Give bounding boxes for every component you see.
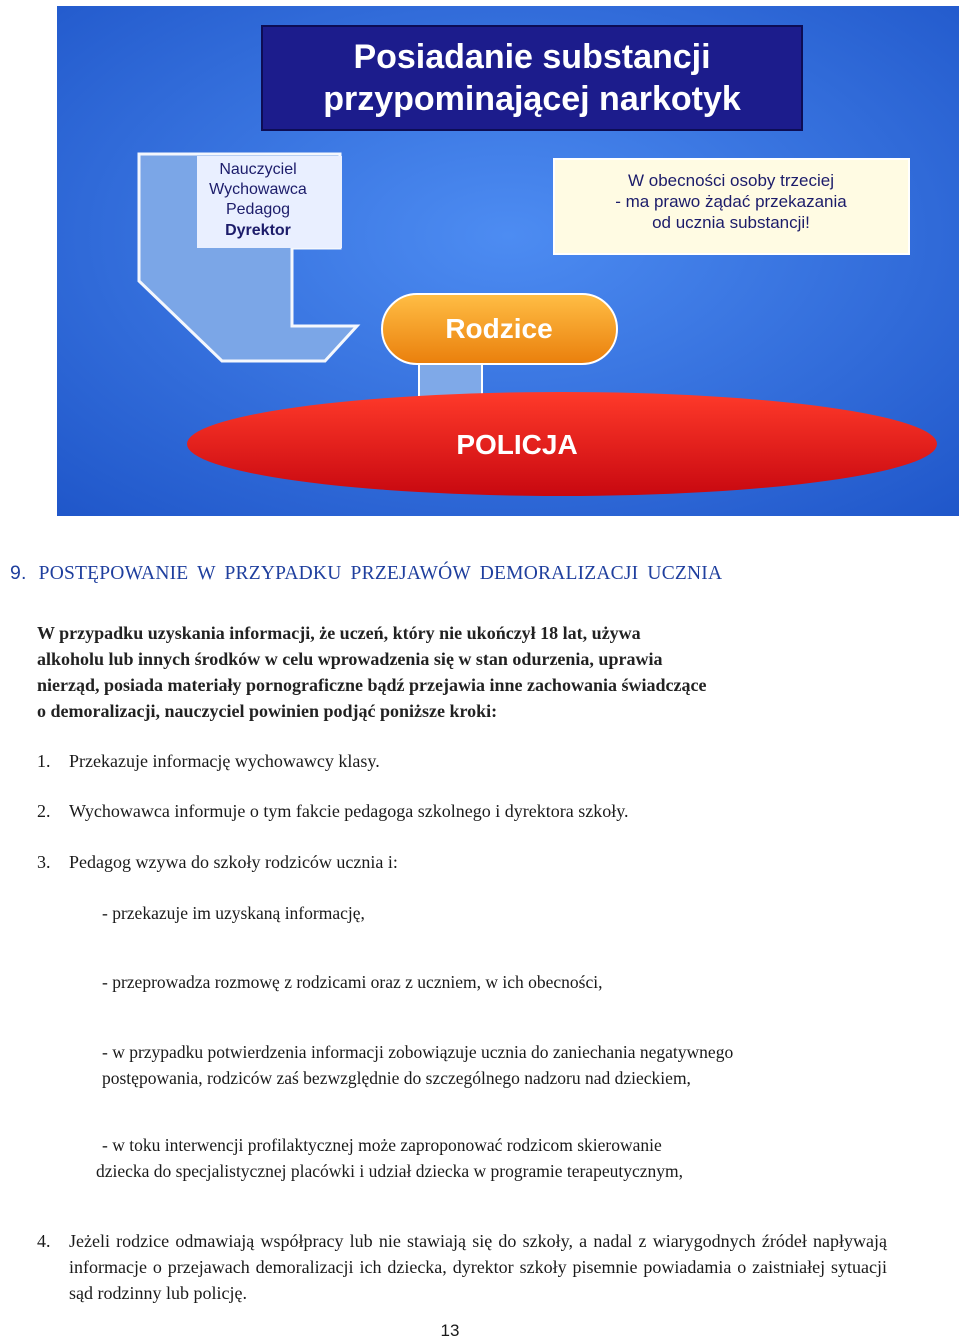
callout-line1: W obecności osoby trzeciej <box>628 171 834 190</box>
sub-item-3 <box>102 1039 892 1091</box>
sub-item-line: - w toku interwencji profilaktycznej może zaproponować rodzicom skierowanie <box>102 1135 662 1155</box>
intro-line: W przypadku uzyskania informacji, że uczeń, który nie ukończył 18 lat, używa <box>37 623 641 643</box>
sub-item-4 <box>96 1132 892 1184</box>
sub-item-2 <box>102 969 892 995</box>
slide-image <box>57 6 959 516</box>
step-3-text: Pedagog wzywa do szkoły rodziców ucznia i: <box>69 852 398 872</box>
callout-line2: - ma prawo żądać przekazania <box>615 192 847 211</box>
step-2-text: Wychowawca informuje o tym fakcie pedagoga szkolnego i dyrektora szkoły. <box>69 801 629 821</box>
page-number: 13 <box>440 1321 460 1340</box>
sub-item-line: - przeprowadza rozmowę z rodzicami oraz z uczniem, w ich obecności, <box>102 972 603 992</box>
section-title: POSTĘPOWANIE W PRZYPADKU PRZEJAWÓW DEMORALIZACJI UCZNIA <box>38 563 723 584</box>
section-heading <box>10 562 910 585</box>
sub-item-line: postępowania, rodziców zaś bezwzględnie do szczególnego nadzoru nad dzieckiem, <box>102 1068 691 1088</box>
sub-item-line: - w przypadku potwierdzenia informacji zobowiązuje ucznia do zaniechania negatywnego <box>102 1042 734 1062</box>
callout-line3: od ucznia substancji! <box>652 213 810 232</box>
slide-title-line1: Posiadanie substancji <box>353 38 711 76</box>
step-4-text: Jeżeli rodzice odmawiają współpracy lub nie stawiają się do szkoły, a nadal z wiarygodnych źródeł napływają informacje o przejawach demoralizacji ich dziecka, dyrektor szkoły pisemnie powiadamia o zaistniałej sytuacji sąd rodzinny lub policję. <box>69 1231 887 1303</box>
sub-item-1 <box>102 900 892 926</box>
step-2-number: 2. <box>37 801 51 821</box>
step-1-text: Przekazuje informację wychowawcy klasy. <box>69 751 380 771</box>
intro-line: nierząd, posiada materiały pornograficzne bądź przejawia inne zachowania świadczące <box>37 675 707 695</box>
role-pedagog: Pedagog <box>225 201 291 218</box>
sub-item-line: dziecka do specjalistycznej placówki i udział dziecka w programie terapeutycznym, <box>96 1161 683 1181</box>
step-4-number: 4. <box>37 1231 51 1251</box>
sub-item-line: - przekazuje im uzyskaną informację, <box>102 903 365 923</box>
step-3-number: 3. <box>37 852 51 872</box>
section-number: 9. <box>10 562 27 584</box>
intro-paragraph <box>37 620 897 724</box>
parents-label: Rodzice <box>445 313 553 344</box>
intro-line: o demoralizacji, nauczyciel powinien podjąć poniższe kroki: <box>37 701 498 721</box>
slide-title-line2: przypominającej narkotyk <box>323 80 741 118</box>
role-nauczyciel: Nauczyciel <box>219 161 297 178</box>
role-wychowawca: Wychowawca <box>209 181 307 198</box>
police-label: POLICJA <box>456 429 578 460</box>
step-1-number: 1. <box>37 751 51 771</box>
role-dyrektor: Dyrektor <box>225 222 291 239</box>
intro-line: alkoholu lub innych środków w celu wprowadzenia się w stan odurzenia, uprawia <box>37 649 663 669</box>
